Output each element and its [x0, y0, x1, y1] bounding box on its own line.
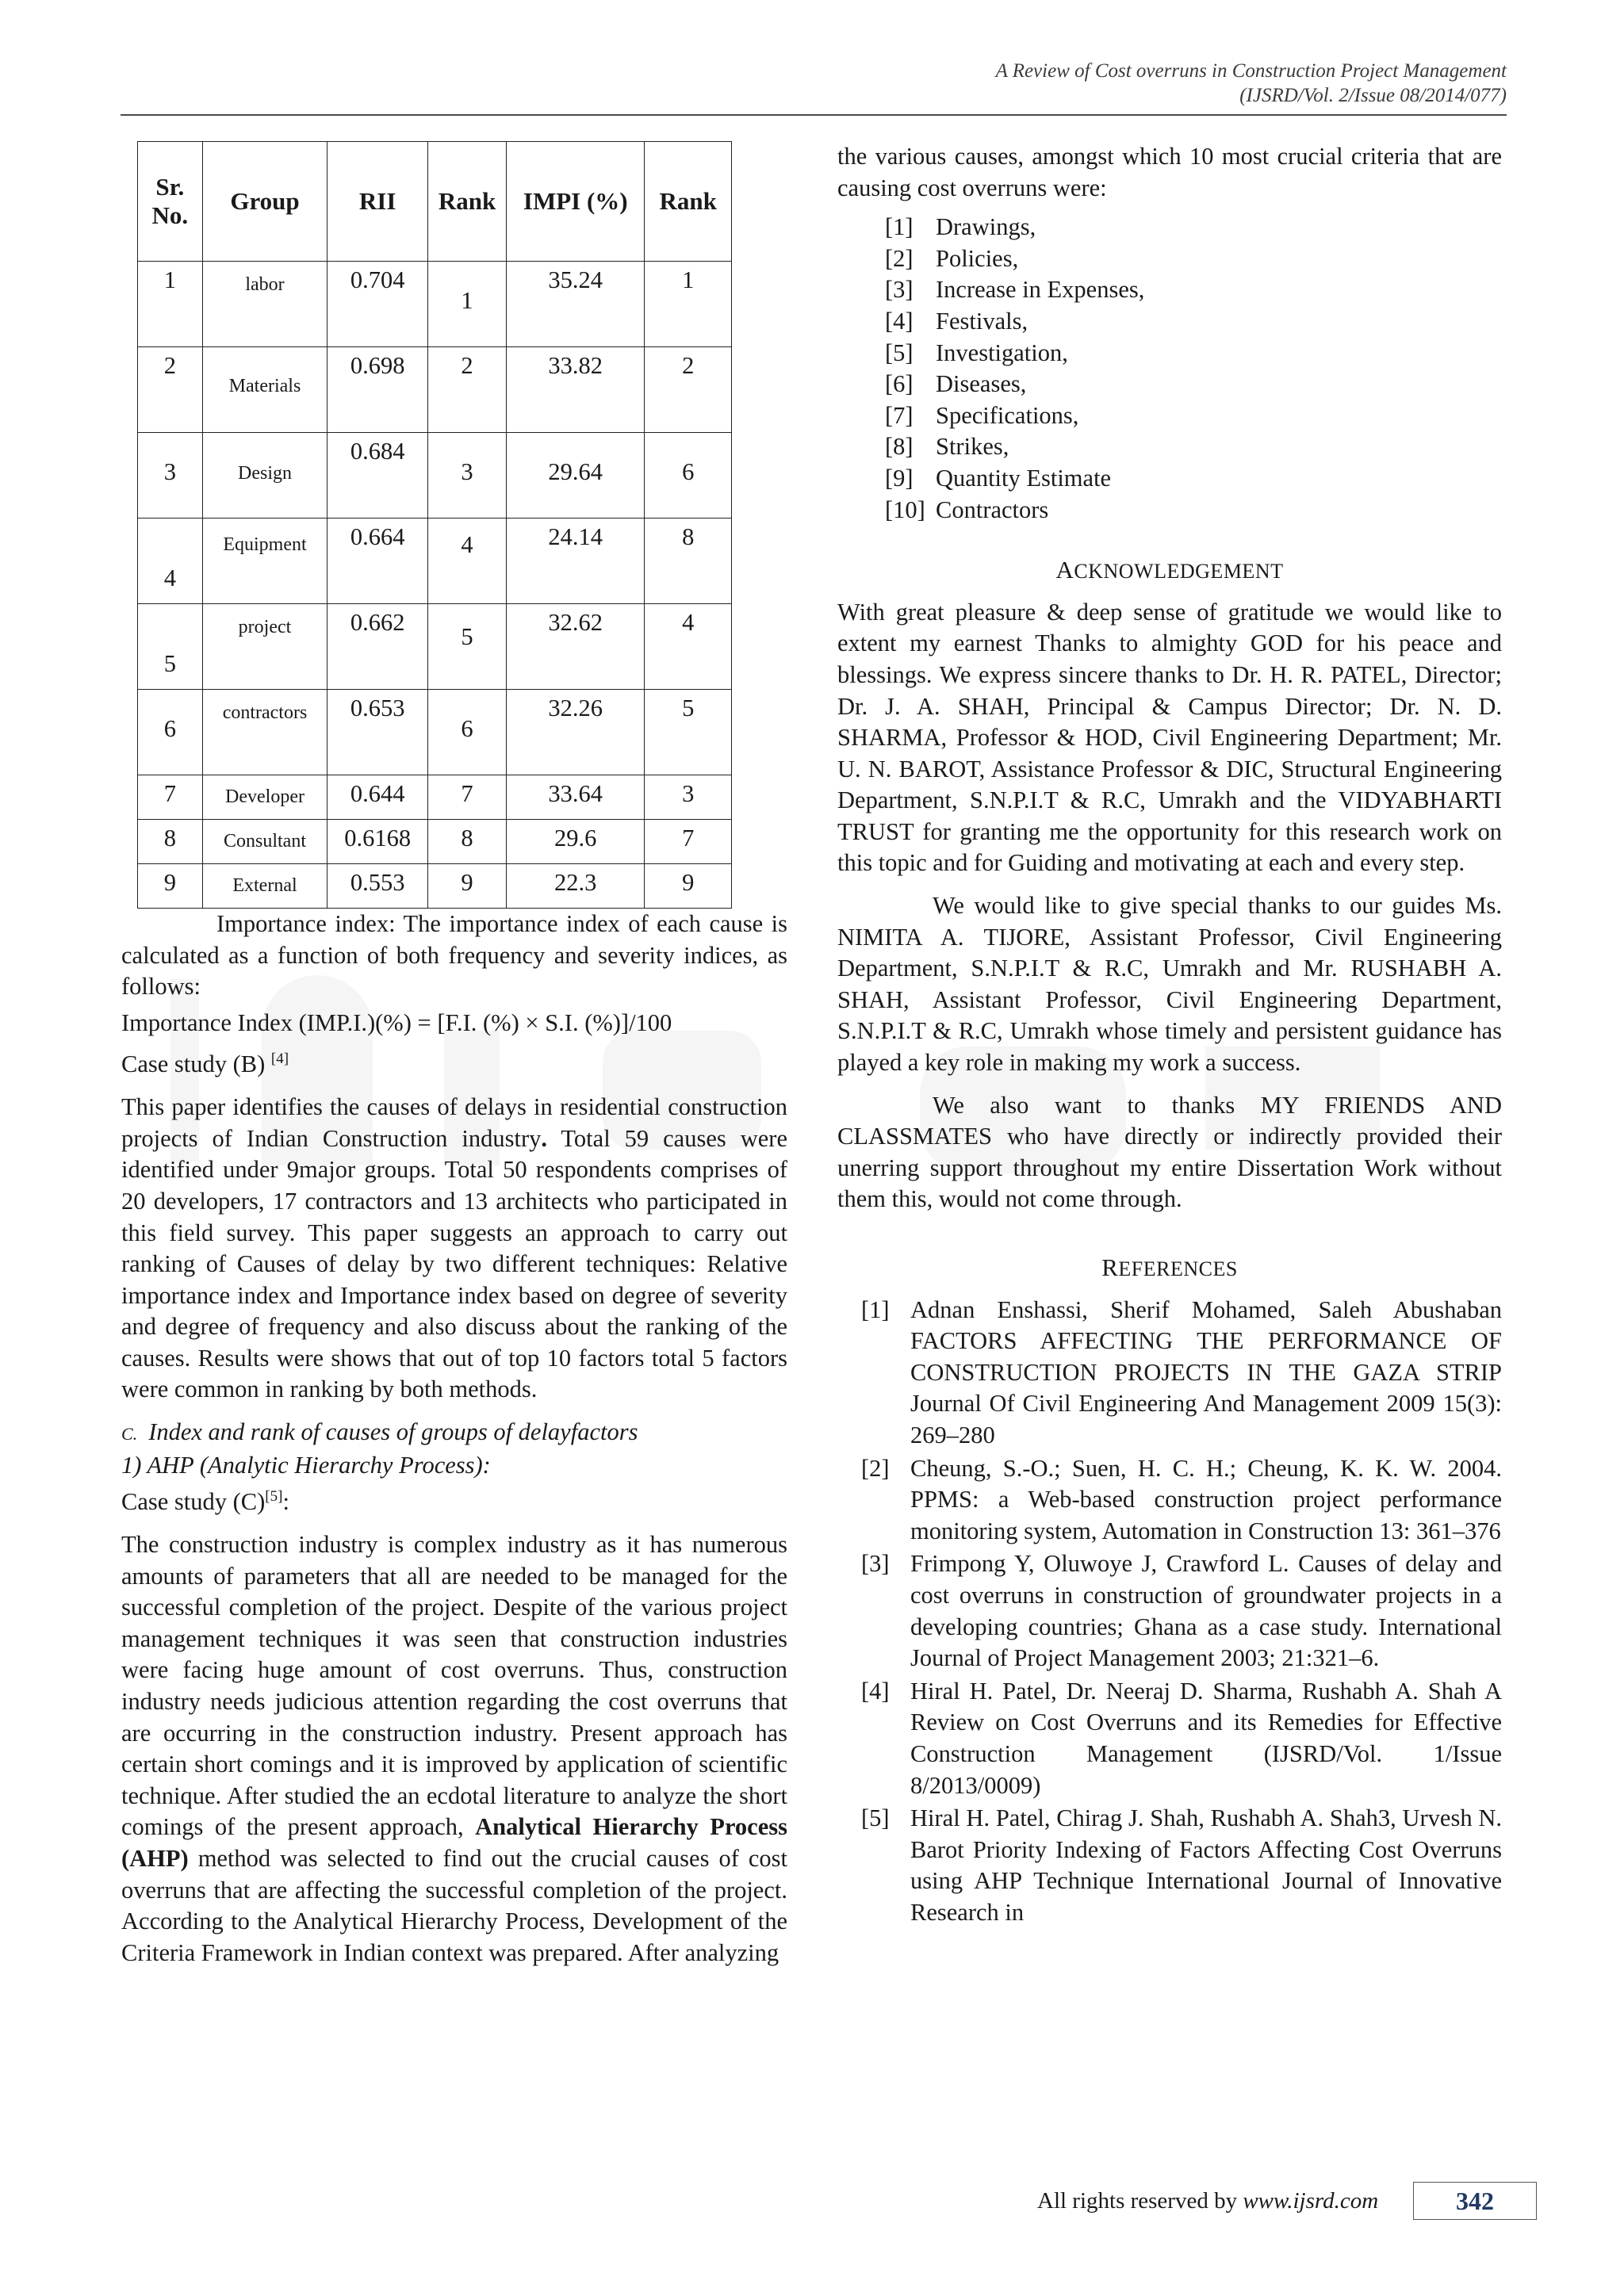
- cell-impi: 32.62: [507, 604, 645, 690]
- cause-text: Diseases,: [936, 370, 1027, 398]
- col-header-sr: Sr. No.: [138, 142, 203, 262]
- cause-number: [8]: [885, 433, 914, 461]
- list-item: [885, 212, 1502, 243]
- cell-rii: 0.698: [327, 347, 428, 433]
- reference-number: [3]: [861, 1550, 890, 1578]
- reference-text: Hiral H. Patel, Chirag J. Shah, Rushabh A. Shah3, Urvesh N. Barot Priority Indexing of Factors Affecting Cost Overruns using AHP Technique International Journal of Innovative Research in: [910, 1804, 1502, 1926]
- cell-group: Developer: [202, 775, 327, 820]
- reference-item: [861, 1548, 1502, 1674]
- cell-sr: 8: [138, 820, 203, 864]
- reference-item: [861, 1453, 1502, 1548]
- cause-number: [2]: [885, 244, 914, 272]
- ahp-heading: 1) AHP (Analytic Hierarchy Process):: [121, 1451, 491, 1479]
- cell-group: contractors: [202, 690, 327, 775]
- cell-rank-impi: 6: [645, 433, 732, 519]
- case-b-bold-period: .: [541, 1124, 547, 1152]
- list-item: [885, 243, 1502, 275]
- running-header: [996, 59, 1507, 108]
- cause-text: Quantity Estimate: [936, 464, 1112, 492]
- table-row: [138, 519, 732, 604]
- cell-rank: 5: [428, 604, 507, 690]
- ref-title-rest: EFERENCES: [1118, 1257, 1238, 1280]
- cell-sr: 9: [138, 864, 203, 909]
- table-row: [138, 820, 732, 864]
- section-c-heading: [121, 1417, 787, 1450]
- case-study-b-heading: [121, 1043, 787, 1081]
- cause-number: [3]: [885, 276, 914, 304]
- left-column: [121, 141, 787, 1969]
- section-c-title: Index and rank of causes of groups of delayfactors: [148, 1418, 638, 1446]
- table-row: [138, 604, 732, 690]
- cell-rank-impi: 4: [645, 604, 732, 690]
- cell-rank-impi: 9: [645, 864, 732, 909]
- acknowledgement-paragraph-2: We would like to give special thanks to our guides Ms. NIMITA A. TIJORE, Assistant Professor, Civil Engineering Department, S.N.P.I.T & R.C, Umrakh and Mr. RUSHABH A. SHAH, Assistant Professor, Civil Engineering Department, S.N.P.I.T & R.C, Umrakh whose timely and persistent guidance has played a key role in making my work a success.: [837, 892, 1502, 1077]
- cause-text: Festivals,: [936, 307, 1028, 335]
- cell-rank-impi: 1: [645, 262, 732, 347]
- col-header-group: Group: [202, 142, 327, 262]
- cause-text: Investigation,: [936, 339, 1068, 366]
- table-row: [138, 262, 732, 347]
- col-header-rank: Rank: [428, 142, 507, 262]
- cause-number: [1]: [885, 213, 914, 241]
- case-study-b-ref: [4]: [270, 1050, 289, 1068]
- cause-text: Drawings,: [936, 213, 1036, 241]
- case-c-bold: Analytical Hierarchy Process (AHP): [121, 1813, 787, 1872]
- reference-item: [861, 1803, 1502, 1928]
- case-study-c-paragraph: [121, 1529, 787, 1969]
- case-study-b-label: Case study (B): [121, 1050, 266, 1078]
- header-rule: [121, 114, 1507, 116]
- cell-impi: 29.64: [507, 433, 645, 519]
- case-b-text-1: This paper identifies the causes of delays in residential construction projects of Indian Construction industry: [121, 1093, 787, 1152]
- case-c-text-2: method was selected to find out the crucial causes of cost overruns that are affecting the successful completion of the project. According to the Analytical Hierarchy Process, Development of the Criteria Framework in Indian context was prepared. After analyzing: [121, 1844, 787, 1966]
- cell-rank-impi: 7: [645, 820, 732, 864]
- col-header-rii: RII: [327, 142, 428, 262]
- cell-rank: 7: [428, 775, 507, 820]
- header-journal: (IJSRD/Vol. 2/Issue 08/2014/077): [1239, 85, 1507, 106]
- cell-rii: 0.664: [327, 519, 428, 604]
- cell-rii: 0.704: [327, 262, 428, 347]
- cell-impi: 32.26: [507, 690, 645, 775]
- list-item: [885, 274, 1502, 306]
- cell-rank: 1: [428, 262, 507, 347]
- table-row: [138, 775, 732, 820]
- causes-intro: the various causes, amongst which 10 most crucial criteria that are causing cost overruns were:: [837, 143, 1502, 201]
- cause-number: [5]: [885, 339, 914, 366]
- cause-number: [7]: [885, 401, 914, 429]
- cell-rank: 2: [428, 347, 507, 433]
- reference-text: Adnan Enshassi, Sherif Mohamed, Saleh Abushaban FACTORS AFFECTING THE PERFORMANCE OF CONSTRUCTION PROJECTS IN THE GAZA STRIP Journal Of Civil Engineering And Management 2009 15(3): 269–280: [910, 1295, 1502, 1448]
- reference-text: Cheung, S.-O.; Suen, H. C. H.; Cheung, K. K. W. 2004. PPMS: a Web-based construction project performance monitoring system, Automation in Construction 13: 361–376: [910, 1454, 1502, 1544]
- header-title: A Review of Cost overruns in Construction Project Management: [995, 60, 1507, 82]
- case-study-c-heading: [121, 1481, 787, 1518]
- causes-list: [885, 212, 1502, 526]
- case-c-text-1: The construction industry is complex industry as it has numerous amounts of parameters that all are needed to be managed for the successful completion of the project. Despite of the various project management techniques it was seen that construction industries were facing huge amount of cost overruns. Thus, construction industry needs judicious attention regarding the cost overruns that are occurring in the construction industry. Present approach has certain short comings and it is improved by application of scientific technique. After studied the an ecdotal literature to analyze the short comings of the present approach,: [121, 1531, 787, 1841]
- cell-rank-impi: 8: [645, 519, 732, 604]
- case-study-c-colon: :: [282, 1488, 289, 1516]
- reference-item: [861, 1295, 1502, 1452]
- list-item: [885, 400, 1502, 432]
- cause-number: [6]: [885, 370, 914, 398]
- page-number: 342: [1413, 2182, 1537, 2220]
- acknowledgement-heading: [837, 554, 1502, 587]
- cell-group: Equipment: [202, 519, 327, 604]
- cell-rank-impi: 3: [645, 775, 732, 820]
- cell-sr: 2: [138, 347, 203, 433]
- cell-rank: 8: [428, 820, 507, 864]
- reference-number: [5]: [861, 1804, 890, 1832]
- cause-number: [4]: [885, 307, 914, 335]
- importance-index-paragraph: Importance index: The importance index of each cause is calculated as a function of both frequency and severity indices, as follows:: [121, 910, 787, 1001]
- cell-rank: 4: [428, 519, 507, 604]
- references-heading: [837, 1252, 1502, 1285]
- col-header-rank-impi: Rank: [645, 142, 732, 262]
- table-header-row: [138, 142, 732, 262]
- reference-item: [861, 1676, 1502, 1801]
- table-row: [138, 864, 732, 909]
- list-item: [885, 306, 1502, 338]
- cause-number: [10]: [885, 496, 925, 523]
- references-list: [861, 1295, 1502, 1929]
- cell-sr: 6: [138, 690, 203, 775]
- case-b-text-2: Total 59 causes were identified under 9major groups. Total 50 respondents comprises of 20 developers, 17 contractors and 13 architects who participated in this field survey. This paper suggests an approach to carry out ranking of Causes of delay by two different techniques: Relative importance index and Importance index based on degree of severity and degree of frequency and also discuss about the ranking of the causes. Results were shows that out of top 10 factors total 5 factors were common in ranking by both methods.: [121, 1124, 787, 1403]
- cell-impi: 29.6: [507, 820, 645, 864]
- ack-title-cap: A: [1055, 556, 1074, 584]
- cell-group: Materials: [202, 347, 327, 433]
- footer-site-link[interactable]: www.ijsrd.com: [1243, 2188, 1379, 2214]
- cell-group: Consultant: [202, 820, 327, 864]
- cell-group: labor: [202, 262, 327, 347]
- cause-text: Increase in Expenses,: [936, 276, 1145, 304]
- cell-impi: 22.3: [507, 864, 645, 909]
- cell-group: Design: [202, 433, 327, 519]
- cell-sr: 4: [138, 519, 203, 604]
- table-row: [138, 690, 732, 775]
- cell-group: project: [202, 604, 327, 690]
- ranking-table: [137, 141, 732, 909]
- table-row: [138, 347, 732, 433]
- reference-number: [4]: [861, 1677, 890, 1705]
- cell-rank-impi: 2: [645, 347, 732, 433]
- case-study-c-label: Case study (C): [121, 1488, 266, 1516]
- cause-text: Contractors: [936, 496, 1049, 523]
- cause-text: Policies,: [936, 244, 1019, 272]
- cell-rank-impi: 5: [645, 690, 732, 775]
- cell-impi: 24.14: [507, 519, 645, 604]
- right-column: [837, 141, 1502, 1930]
- cell-group: External: [202, 864, 327, 909]
- reference-text: Hiral H. Patel, Dr. Neeraj D. Sharma, Rushabh A. Shah A Review on Cost Overruns and its Remedies for Effective Construction Management (IJSRD/Vol. 1/Issue 8/2013/0009): [910, 1677, 1502, 1799]
- acknowledgement-paragraph-1: With great pleasure & deep sense of gratitude we would like to extent my earnest Thanks to almighty GOD for his peace and blessings. We express sincere thanks to Dr. H. R. PATEL, Director; Dr. J. A. SHAH, Principal & Campus Director; Dr. N. D. SHARMA, Professor & HOD, Civil Engineering Department; Mr. U. N. BAROT, Assistance Professor & DIC, Structural Engineering Department, S.N.P.I.T & R.C, Umrakh and the VIDYABHARTI TRUST for granting me the opportunity for this research work on this topic and for Guiding and motivating at each and every step.: [837, 598, 1502, 877]
- cell-rii: 0.653: [327, 690, 428, 775]
- acknowledgement-paragraph-3: We also want to thanks MY FRIENDS AND CLASSMATES who have directly or indirectly provided their unerring support throughout my entire Dissertation Work without them this, would not come through.: [837, 1091, 1502, 1213]
- list-item: [885, 369, 1502, 400]
- cell-impi: 33.82: [507, 347, 645, 433]
- cell-rank: 6: [428, 690, 507, 775]
- ref-title-cap: R: [1101, 1253, 1119, 1281]
- cell-impi: 35.24: [507, 262, 645, 347]
- case-study-c-ref: [5]: [265, 1488, 283, 1506]
- table-row: [138, 433, 732, 519]
- reference-number: [1]: [861, 1295, 890, 1323]
- footer-rights-text: All rights reserved by: [1037, 2188, 1243, 2214]
- importance-formula: Importance Index (IMP.I.)(%) = [F.I. (%) × S.I. (%)]/100: [121, 1008, 672, 1036]
- case-study-b-paragraph: [121, 1092, 787, 1406]
- ack-title-rest: CKNOWLEDGEMENT: [1074, 560, 1284, 584]
- cell-sr: 7: [138, 775, 203, 820]
- list-item: [885, 338, 1502, 369]
- cell-impi: 33.64: [507, 775, 645, 820]
- list-item: [885, 463, 1502, 495]
- col-header-impi: IMPI (%): [507, 142, 645, 262]
- cell-rii: 0.662: [327, 604, 428, 690]
- reference-number: [2]: [861, 1454, 890, 1482]
- cell-sr: 1: [138, 262, 203, 347]
- list-item: [885, 431, 1502, 463]
- cell-rii: 0.6168: [327, 820, 428, 864]
- list-item: [885, 495, 1502, 526]
- cell-sr: 3: [138, 433, 203, 519]
- section-c-letter: C.: [121, 1424, 138, 1445]
- cell-rii: 0.553: [327, 864, 428, 909]
- cause-text: Strikes,: [936, 433, 1009, 461]
- cause-number: [9]: [885, 464, 914, 492]
- cell-sr: 5: [138, 604, 203, 690]
- cell-rii: 0.684: [327, 433, 428, 519]
- cell-rank: 9: [428, 864, 507, 909]
- footer-rights: [1037, 2188, 1378, 2214]
- cause-text: Specifications,: [936, 401, 1079, 429]
- cell-rii: 0.644: [327, 775, 428, 820]
- reference-text: Frimpong Y, Oluwoye J, Crawford L. Causes of delay and cost overruns in construction of groundwater projects in a developing countries; Ghana as a case study. International Journal of Project Management 2003; 21:321–6.: [910, 1550, 1502, 1672]
- cell-rank: 3: [428, 433, 507, 519]
